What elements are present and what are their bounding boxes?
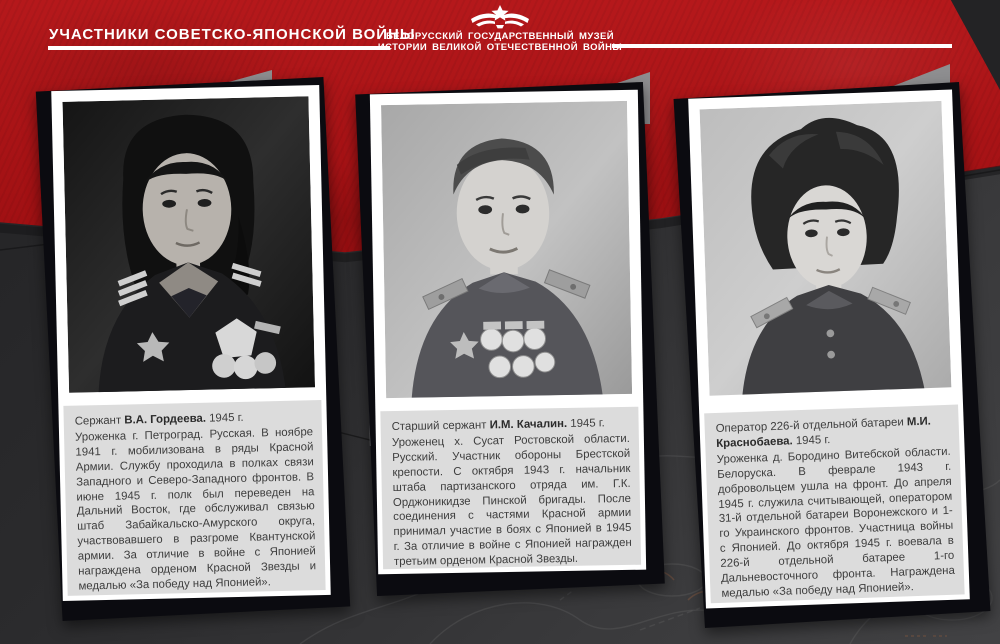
portrait-photo-frame xyxy=(693,95,958,414)
veteran-name: М.И. Краснобаева. xyxy=(716,415,932,450)
veteran-name: И.М. Качалин. xyxy=(489,417,568,432)
portrait-photo-frame xyxy=(375,95,638,411)
card-caption xyxy=(704,405,964,604)
caption-bio: Уроженец х. Сусат Ростовской области. Русский. Участник обороны Брестской крепости. С октября 1943 г. начальник штаба партизанского отряда им. Г.К. Орджоникидзе Пинской бригады. После соединения с частями Красной армии принимал участие в боях с Японией в 1945 г. За отличие в войне с Японией награжден третьим орденом Красной Звезды. xyxy=(391,432,632,569)
card-panel xyxy=(688,90,970,609)
portrait-photo-kachalin xyxy=(381,101,632,398)
card-panel xyxy=(370,90,646,575)
portrait-photo-frame xyxy=(56,90,321,406)
card-caption xyxy=(380,407,641,569)
card-caption xyxy=(63,400,325,596)
page-title: УЧАСТНИКИ СОВЕТСКО-ЯПОНСКОЙ ВОЙНЫ xyxy=(49,26,416,43)
title-underline xyxy=(48,46,390,50)
caption-bio: Уроженка д. Бородино Витебской области. Белоруска. В феврале 1943 г. добровольцем ушла на фронт. До апреля 1945 г. служила считывающей, оператором 31-й отдельной батареи Воронежского и 1-го Украинского фронтов. Участница войны с Японией. До октября 1945 г. воевала в 226-й отдельной батарее 1-го Дальневосточного фронта. Награждена медалью «За победу над Японией». xyxy=(716,445,956,600)
caption-heading: Старший сержант И.М. Качалин. 1945 г. xyxy=(391,417,605,434)
portrait-photo-gordeeva xyxy=(62,96,315,393)
header-rule-right xyxy=(612,44,952,48)
caption-heading: Сержант В.А. Гордеева. 1945 г. xyxy=(74,411,244,428)
card-panel xyxy=(51,85,331,601)
winged-star-icon xyxy=(469,4,531,30)
caption-bio: Уроженка г. Петроград. Русская. В ноябре 1941 г. мобилизована в ряды Красной Армии. Службу проходила в полках связи Западного и Северо-Западного фронтов. В июне 1945 г. полк был переведен на Дальний Восток, где обслуживал связью штаб Забайкальско-Амурского округа, участвовавшего в разгроме Квантунской армии. За отличие в войне с Японией награждена орденом Красной Звезды и медалью «За победу над Японией». xyxy=(74,426,317,593)
veteran-name: В.А. Гордеева. xyxy=(124,412,207,427)
caption-heading: Оператор 226-й отдельной батареи М.И. Краснобаева. 1945 г. xyxy=(715,415,932,450)
museum-name-line2: ИСТОРИИ ВЕЛИКОЙ ОТЕЧЕСТВЕННОЙ ВОЙНЫ xyxy=(377,42,623,53)
museum-logo xyxy=(375,4,625,53)
museum-name-line1: БЕЛОРУССКИЙ ГОСУДАРСТВЕННЫЙ МУЗЕЙ xyxy=(386,31,614,42)
portrait-photo-krasnobaeva xyxy=(700,101,952,396)
